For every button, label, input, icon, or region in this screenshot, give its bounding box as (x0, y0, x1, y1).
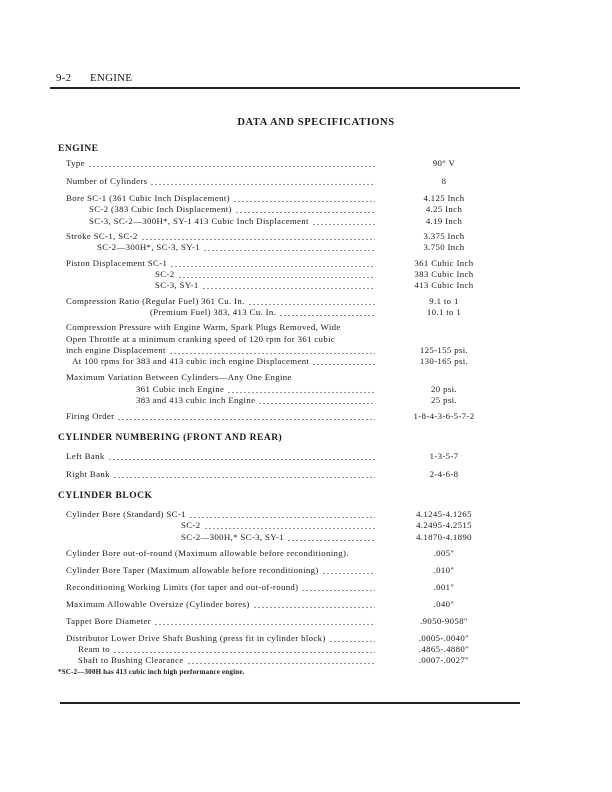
spec-value: .001″ (433, 582, 455, 592)
section-heading-cylinder-block: CYLINDER BLOCK (58, 491, 153, 501)
spec-value: .005″ (433, 548, 455, 558)
spec-row (0, 410, 612, 422)
spec-label-container (181, 519, 375, 531)
spec-label-container (66, 450, 375, 462)
spec-value: 413 Cubic Inch (414, 280, 474, 290)
spec-label-container (66, 547, 375, 559)
spec-row (0, 306, 612, 318)
spec-label: Reconditioning Working Limits (for taper and out-of-round) (66, 582, 299, 592)
spec-label-container (181, 531, 375, 543)
dot-leader (154, 615, 375, 627)
spec-row (0, 468, 612, 480)
spec-label: Ream to (78, 644, 111, 654)
spec-label: Tappet Bore Diameter (66, 616, 152, 626)
dot-leader (203, 241, 375, 253)
spec-label: SC-3, SY-1 (155, 280, 199, 290)
spec-value: .0007-.0027″ (418, 655, 470, 665)
running-header (56, 72, 132, 84)
spec-label: Cylinder Bore (Standard) SC-1 (66, 509, 186, 519)
spec-label: Bore SC-1 (361 Cubic Inch Displacement) (66, 193, 230, 203)
spec-label-container (155, 279, 375, 291)
spec-value: 4.25 Inch (425, 204, 463, 214)
spec-value: 1-8-4-3-6-5-7-2 (413, 411, 475, 421)
footnote: *SC-2—300H has 413 cubic inch high performance engine. (58, 668, 245, 676)
spec-label: (Premium Fuel) 383, 413 Cu. In. (150, 307, 277, 317)
spec-row (0, 531, 612, 543)
dot-leader (113, 468, 375, 480)
spec-value: 10.1 to 1 (426, 307, 462, 317)
spec-label: SC-2 (181, 520, 201, 530)
dot-leader (187, 654, 375, 666)
spec-label-container (66, 175, 375, 187)
spec-label-container (66, 371, 375, 383)
spec-row (0, 581, 612, 593)
section-heading-cylinder-numbering: CYLINDER NUMBERING (FRONT AND REAR) (58, 433, 283, 443)
spec-value: .9050-9058″ (420, 616, 468, 626)
dot-leader (88, 157, 375, 169)
spec-label: SC-2—300H,* SC-3, SY-1 (181, 532, 285, 542)
spec-label: Firing Order (66, 411, 115, 421)
spec-label: Cylinder Bore out-of-round (Maximum allowable before reconditioning). (66, 548, 349, 558)
spec-label: Piston Displacement SC-1 (66, 258, 168, 268)
spec-value: 90° V (432, 158, 456, 168)
spec-row (0, 371, 612, 383)
dot-leader (301, 581, 375, 593)
spec-label-container (136, 394, 375, 406)
spec-value: 130-165 psi. (419, 356, 469, 366)
spec-row (0, 279, 612, 291)
spec-value: 25 psi. (431, 395, 457, 405)
spec-value: 361 Cubic Inch (414, 258, 474, 268)
spec-row (0, 321, 612, 333)
spec-value: 20 psi. (431, 384, 457, 394)
spec-value: 8 (441, 176, 447, 186)
spec-value: 3.750 Inch (423, 242, 465, 252)
spec-label: SC-2—300H*, SC-3, SY-1 (97, 242, 201, 252)
spec-label: 361 Cubic inch Engine (136, 384, 225, 394)
spec-label-container (66, 157, 375, 169)
spec-label: Open Throttle at a minimum cranking speed of 120 rpm for 361 cubic (66, 334, 336, 344)
spec-label-container (66, 581, 375, 593)
spec-row (0, 215, 612, 227)
spec-value: .040″ (433, 599, 455, 609)
spec-label-container (66, 410, 375, 422)
spec-row (0, 450, 612, 462)
spec-label-container (66, 468, 375, 480)
section-heading-engine: ENGINE (58, 144, 99, 154)
spec-value: 1-3-5-7 (429, 451, 459, 461)
page-title: DATA AND SPECIFICATIONS (237, 117, 395, 128)
spec-value: .0005-.0040″ (418, 633, 470, 643)
dot-leader (279, 306, 375, 318)
dot-leader (312, 355, 375, 367)
spec-label: Maximum Variation Between Cylinders—Any One Engine (66, 372, 292, 382)
footer-rule (60, 702, 520, 704)
header-rule (50, 87, 520, 89)
spec-value: 4.125 Inch (423, 193, 465, 203)
spec-label: Left Bank (66, 451, 105, 461)
dot-leader (312, 215, 375, 227)
spec-label: inch engine Displacement (66, 345, 166, 355)
spec-label: Right Bank (66, 469, 110, 479)
dot-leader (253, 598, 375, 610)
spec-value: .4865-.4880″ (418, 644, 470, 654)
page-number: 9-2 (56, 72, 72, 84)
spec-label-container (150, 306, 375, 318)
spec-value: 4.2495-4.2515 (416, 520, 472, 530)
spec-label: SC-3, SC-2—300H*, SY-1 413 Cubic Inch Displacement (89, 216, 309, 226)
dot-leader (258, 394, 375, 406)
spec-value: .010″ (433, 565, 455, 575)
spec-label: SC-2 (383 Cubic Inch Displacement) (89, 204, 232, 214)
spec-value: 4.1245-4.1265 (416, 509, 472, 519)
dot-leader (235, 203, 375, 215)
spec-label: Cylinder Bore Taper (Maximum allowable before reconditioning) (66, 565, 319, 575)
spec-row (0, 598, 612, 610)
spec-label: Compression Ratio (Regular Fuel) 361 Cu. In. (66, 296, 245, 306)
spec-row (0, 175, 612, 187)
spec-row (0, 615, 612, 627)
spec-label: Distributor Lower Drive Shaft Bushing (press fit in cylinder block) (66, 633, 326, 643)
spec-label-container (66, 564, 375, 576)
spec-value: 383 Cubic Inch (414, 269, 474, 279)
spec-row (0, 203, 612, 215)
dot-leader (117, 410, 375, 422)
spec-value: 4.19 Inch (425, 216, 463, 226)
spec-label-container (97, 241, 375, 253)
spec-label-container (89, 215, 375, 227)
spec-row (0, 157, 612, 169)
spec-label-container (78, 654, 375, 666)
spec-value: 2-4-6-8 (429, 469, 459, 479)
spec-row (0, 547, 612, 559)
spec-label: Stroke SC-1, SC-2 (66, 231, 138, 241)
spec-label: SC-2 (155, 269, 175, 279)
dot-leader (204, 519, 376, 531)
spec-label-container (66, 615, 375, 627)
spec-row (0, 394, 612, 406)
dot-leader (150, 175, 375, 187)
spec-label: Maximum Allowable Oversize (Cylinder bores) (66, 599, 250, 609)
spec-value: 4.1870-4.1890 (416, 532, 472, 542)
spec-label-container (66, 321, 375, 333)
spec-label: At 100 rpms for 383 and 413 cubic inch engine Displacement (72, 356, 310, 366)
spec-label: Shaft to Bushing Clearance (78, 655, 184, 665)
spec-value: 9.1 to 1 (429, 296, 459, 306)
spec-label-container (72, 355, 375, 367)
spec-value: 125-155 psi. (419, 345, 469, 355)
spec-label: 383 and 413 cubic inch Engine (136, 395, 256, 405)
spec-label: Type (66, 158, 85, 168)
spec-row (0, 564, 612, 576)
dot-leader (202, 279, 375, 291)
spec-label-container (89, 203, 375, 215)
section-name: ENGINE (90, 72, 133, 84)
dot-leader (322, 564, 375, 576)
spec-label: Number of Cylinders (66, 176, 148, 186)
dot-leader (287, 531, 375, 543)
spec-label: Compression Pressure with Engine Warm, Spark Plugs Removed, Wide (66, 322, 341, 332)
spec-row (0, 654, 612, 666)
dot-leader (108, 450, 375, 462)
spec-label-container (66, 598, 375, 610)
spec-row (0, 519, 612, 531)
spec-value: 3.375 Inch (423, 231, 465, 241)
spec-row (0, 355, 612, 367)
spec-row (0, 241, 612, 253)
